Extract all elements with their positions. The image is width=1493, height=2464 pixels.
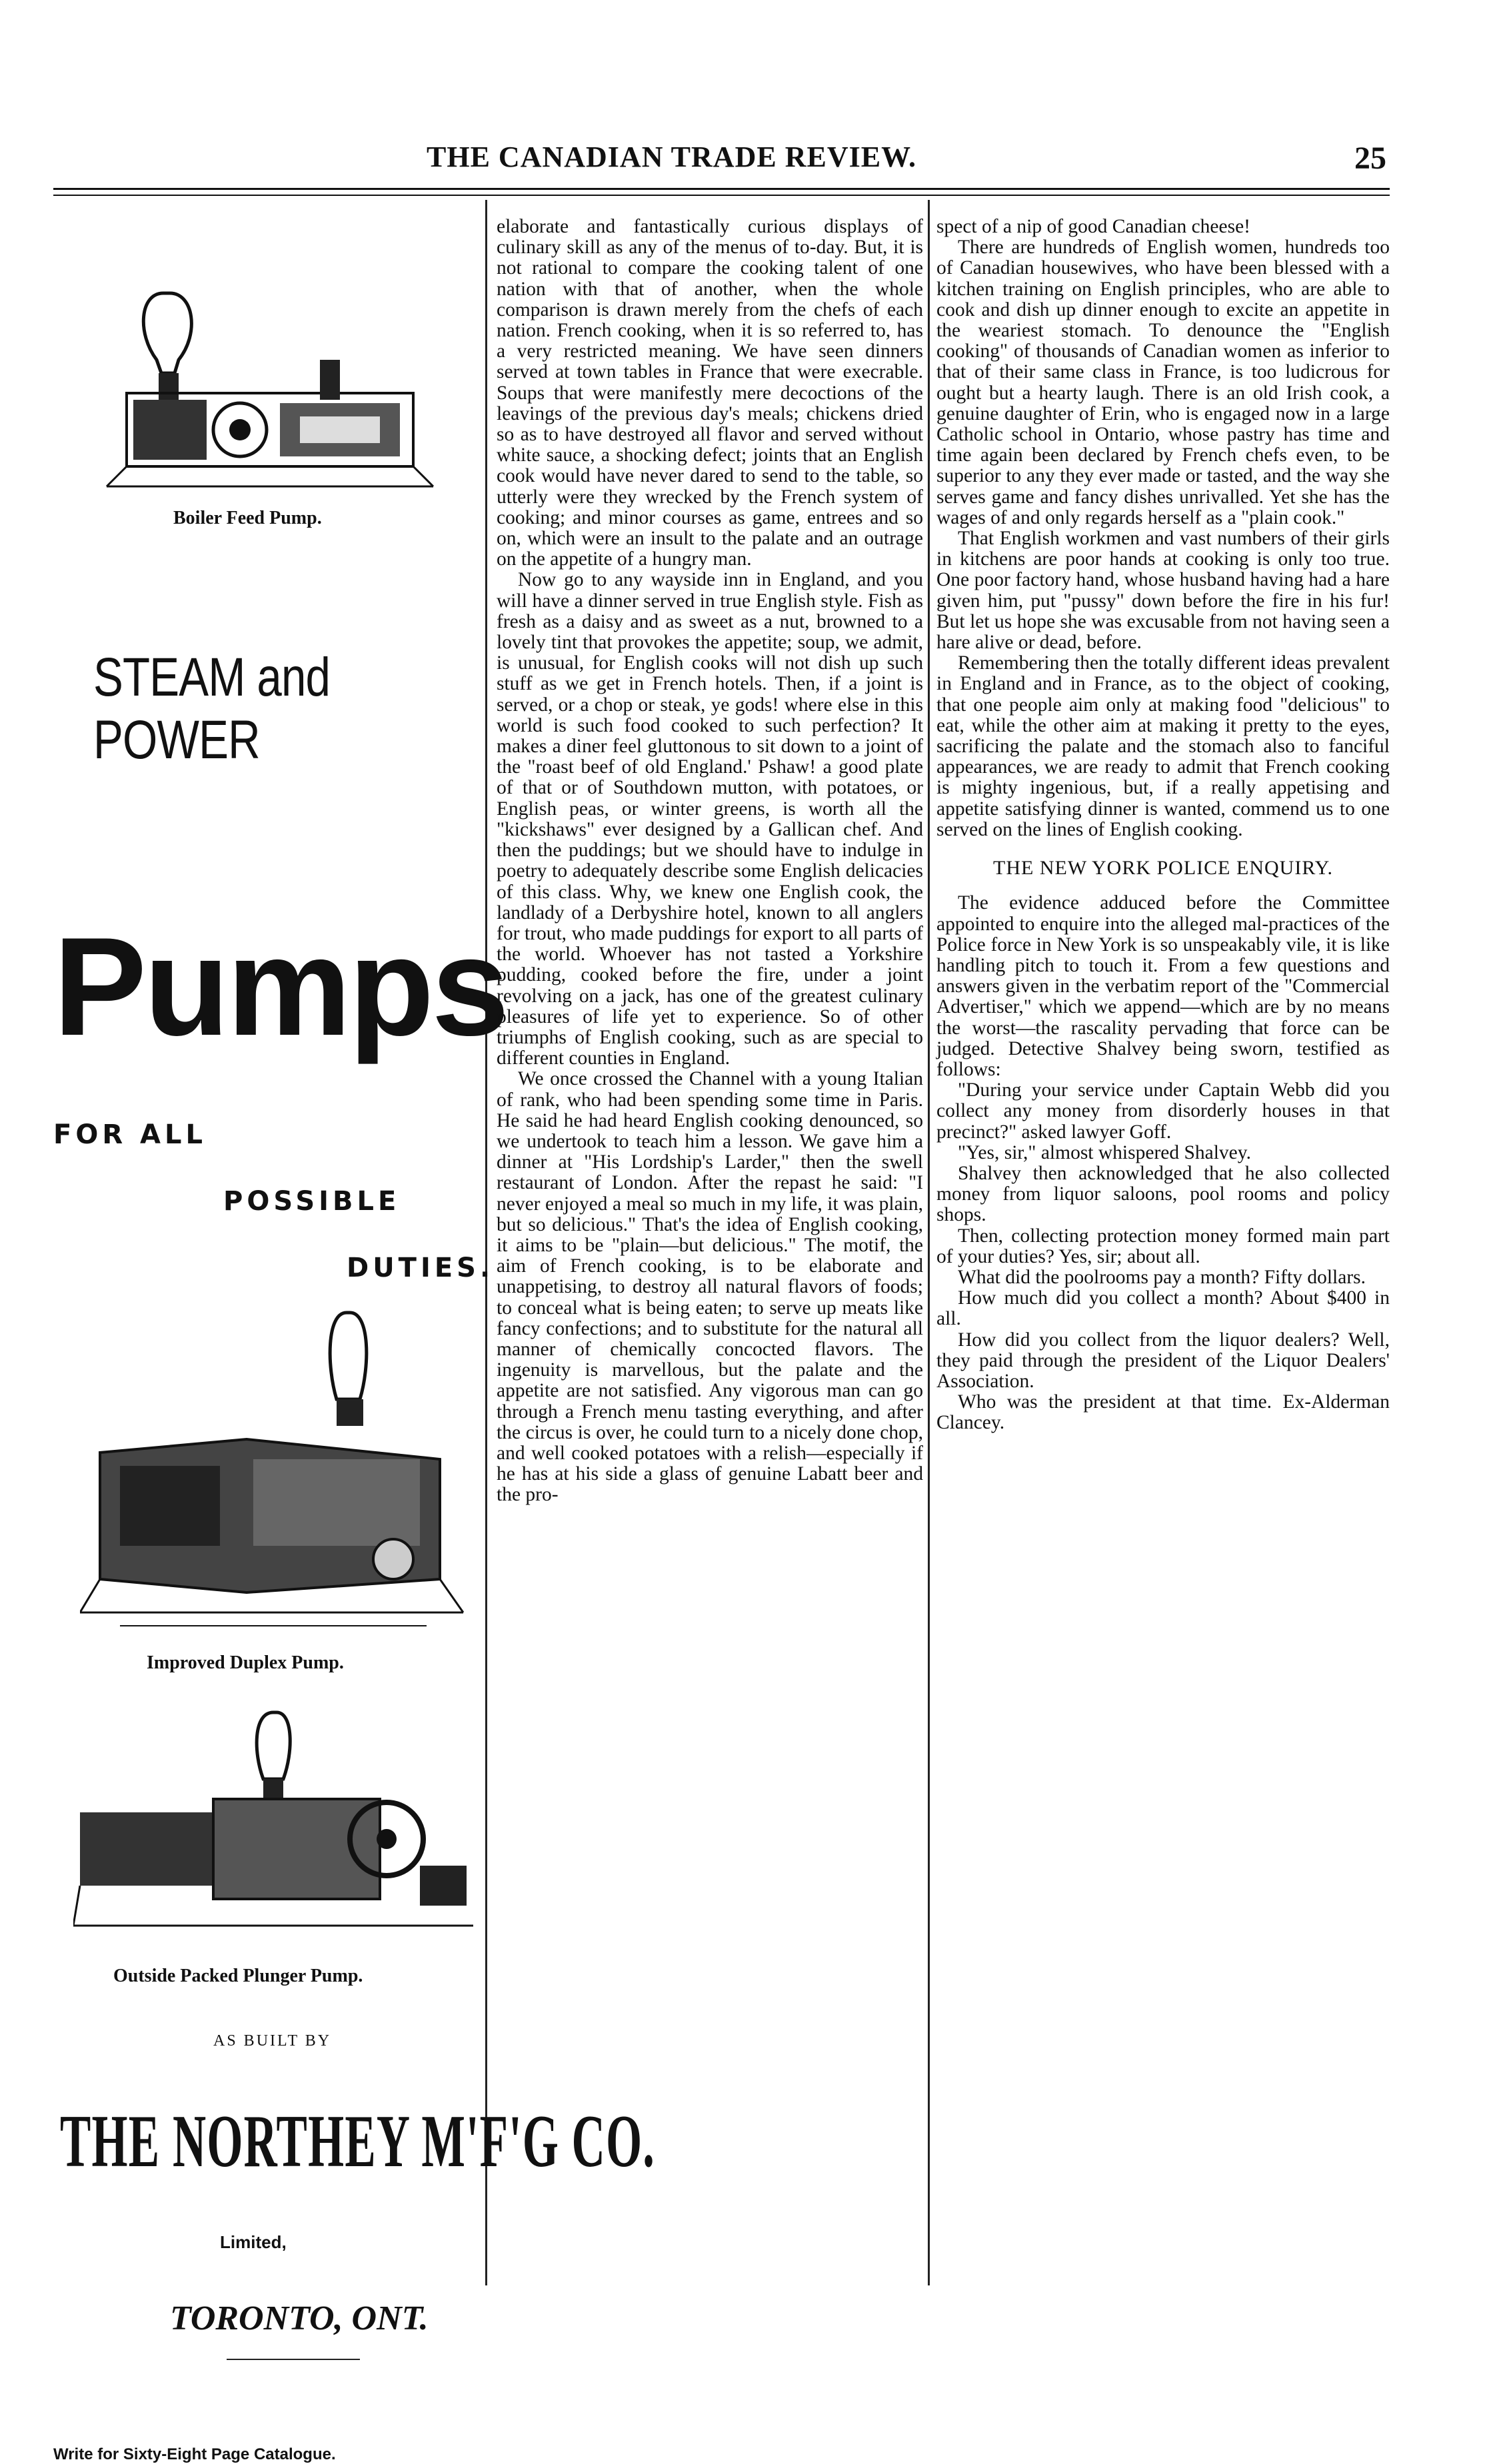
article-paragraph: elaborate and fantastically curious displays of culinary skill as any of the menus of to-day. But, it is not rational to compare the cooking talent of one nation with that of another, when the whole comparison is drawn merely from the chefs of each nation. French cooking, when it is so referred to, has a very restricted meaning. We have seen dinners served at town tables in France that were execrable. Soups that were manifestly mere decoctions of the leavings of the previous day's meals; chickens dried so as to have destroyed all flavor and served without white sauce, a shocking defect; joints that an English cook would have never dared to send to the table, so utterly were they wrecked by the French system of cooking; and minor courses as game, entrees and so on, which were an insult to the palate and an outrage on the appetite of a hungry man. — [497, 216, 923, 570]
article-paragraph: How much did you collect a month? About $400 in all. — [936, 1287, 1390, 1330]
article-paragraph: "Yes, sir," almost whispered Shalvey. — [958, 1141, 1251, 1163]
as-built-by-text: AS BUILT BY — [213, 2032, 332, 2050]
article-paragraph: spect of a nip of good Canadian cheese! — [936, 216, 1251, 237]
page-header — [400, 140, 1386, 180]
header-rule — [53, 188, 1390, 190]
article-paragraph: How did you collect from the liquor dealers? Well, they paid through the president of the Liquor Dealers' Association. — [936, 1329, 1390, 1392]
article-paragraph: The evidence adduced before the Committee appointed to enquire into the alleged mal-practices of the Police force in New York is so unspeakably vile, it is like handling pitch to touch it. From a few questions and answers given in the verbatim report of the "Commercial Advertiser," which we append—which are by no means the worst—the rascality pervading that force can be judged. Detective Shalvey being sworn, testified as follows: — [936, 892, 1390, 1080]
boiler-feed-pump-illustration — [100, 273, 447, 493]
article-paragraph: "During your service under Captain Webb did you collect any money from disorderly houses in that precinct?" asked lawyer Goff. — [936, 1079, 1390, 1143]
plunger-pump-illustration — [73, 1706, 473, 1959]
article-paragraph: Now go to any wayside inn in England, and you will have a dinner served in true English style. Fish as fresh as a daisy and as sweet as a nut, browned to a lovely tint that provokes the appetite; soup, we admit, is unusual, for English cooks will not dish up such stuff as we get in French hotels. Then, if a joint is served, or a chop or steak, ye gods! where else in this world is such food cooked to such perfection? It makes a diner feel gluttonous to sit down to a joint of the "roast beef of old England.' Pshaw! a good plate of that or of Southdown mutton, with potatoes, or English peas, or winter greens, is worth all the "kickshaws" ever designed by a Gallican chef. And then the puddings; but we should have to indulge in poetry to adequately describe some English delicacies of this class. Why, we knew one English cook, the landlady of a Derbyshire hotel, known to all anglers for trout, who made puddings for export to all parts of the world. Whoever has not tasted a Yorkshire pudding, cooked before the fire, under a joint revolving on a jack, has one of the greatest culinary pleasures of life yet to experience. So of other triumphs of English cooking, such as are special to different counties in England. — [497, 569, 923, 1069]
for-all-text: FOR ALL — [53, 1119, 207, 1150]
article-paragraph: Shalvey then acknowledged that he also collected money from liquor saloons, pool rooms and policy shops. — [936, 1162, 1390, 1226]
duplex-pump-caption: Improved Duplex Pump. — [147, 1652, 344, 1673]
possible-text: POSSIBLE — [223, 1186, 401, 1217]
article-column-right — [936, 217, 1390, 1434]
header-rule-thin — [53, 195, 1390, 196]
limited-text: Limited, — [220, 2232, 287, 2252]
article-paragraph: Who was the president at that time. Ex-Alderman Clancey. — [936, 1391, 1390, 1434]
steam-and-power-heading: STEAM and POWER — [93, 647, 331, 770]
article-paragraph: Then, collecting protection money formed main part of your duties? Yes, sir; about all. — [936, 1225, 1390, 1267]
publication-title: THE CANADIAN TRADE REVIEW. — [427, 141, 917, 173]
catalogue-offer: Write for Sixty-Eight Page Catalogue. — [53, 2445, 336, 2463]
ad-rule — [227, 2359, 360, 2360]
pumps-heading: Pumps — [53, 908, 507, 1065]
section-heading: THE NEW YORK POLICE ENQUIRY. — [993, 857, 1333, 880]
northey-advertisement — [53, 200, 655, 2463]
article-column-middle — [497, 217, 923, 1506]
article-paragraph: That English workmen and vast numbers of their girls in kitchens are poor hands at cooking is only too true. One poor factory hand, whose husband having had a hare given him, put "pussy" down before the fire in his fur! But let us hope she was excusable from not having seen a hare alive or dead, before. — [936, 528, 1390, 654]
plunger-pump-caption: Outside Packed Plunger Pump. — [113, 1966, 363, 1986]
column-divider-right — [928, 200, 930, 2285]
article-paragraph: Remembering then the totally different ideas prevalent in England and in France, as to the object of cooking, that one people aim only at making food "delicious" to eat, while the other aim at making it pretty to the eyes, sacrificing the palate and the stomach also to fanciful appearances, we are ready to admit that French cooking is mighty ingenious, but, if a really appetising and appetite satisfying dinner is wanted, commend us to one served on the lines of English cooking. — [936, 652, 1390, 840]
article-paragraph: There are hundreds of English women, hundreds too of Canadian housewives, who have been blessed with a kitchen training on English principles, who are able to cook and dish up dinner enough to excite an appetite in the weariest stomach. To denounce the "English cooking" of thousands of Canadian women as inferior to that of their same class in France, is too ludicrous for ought but a hearty laugh. There is an old Irish cook, a genuine daughter of Erin, who is engaged now in a large Catholic school in Ontario, whose pastry has time and time again been declared by French chefs even, to be superior to any they ever made or tasted, and the way she serves game and fancy dishes unrivalled. Yet she has the wages of and only regards herself as a "plain cook." — [936, 237, 1390, 528]
company-name: THE NORTHEY M'F'G CO. — [60, 2100, 655, 2183]
article-paragraph: What did the poolrooms pay a month? Fifty dollars. — [958, 1266, 1366, 1288]
duties-text: DUTIES. — [347, 1253, 495, 1283]
column-divider-left — [485, 200, 487, 2285]
page-number: 25 — [1354, 141, 1386, 176]
boiler-feed-pump-caption: Boiler Feed Pump. — [173, 508, 322, 528]
city-text: TORONTO, ONT. — [170, 2299, 429, 2337]
duplex-pump-illustration — [80, 1299, 467, 1646]
article-paragraph: We once crossed the Channel with a young Italian of rank, who had been spending some time in Paris. He said he had heard English cooking denounced, so we undertook to teach him a lesson. We gave him a dinner at "His Lordship's Larder," then the swell restaurant of London. After the repast he said: "I never enjoyed a meal so much in my life, it was plain, but so delicious." That's the idea of English cooking, it aims to be "plain—but delicious." The motif, the aim of French cooking, is to be elaborate and unappetising, to destroy all natural flavors of foods; to conceal what is being eaten; to serve up meats like fancy confections; and to substitute for the natural all manner of chemically concocted flavors. The ingenuity is marvellous, but the palate and the appetite are not satisfied. Any vigorous man can go through a French menu tasting everything, and after the circus is over, he could turn to a nicely done chop, and well cooked potatoes with a relish—especially if he has at his side a glass of genuine Labatt beer and the pro- — [497, 1068, 923, 1506]
